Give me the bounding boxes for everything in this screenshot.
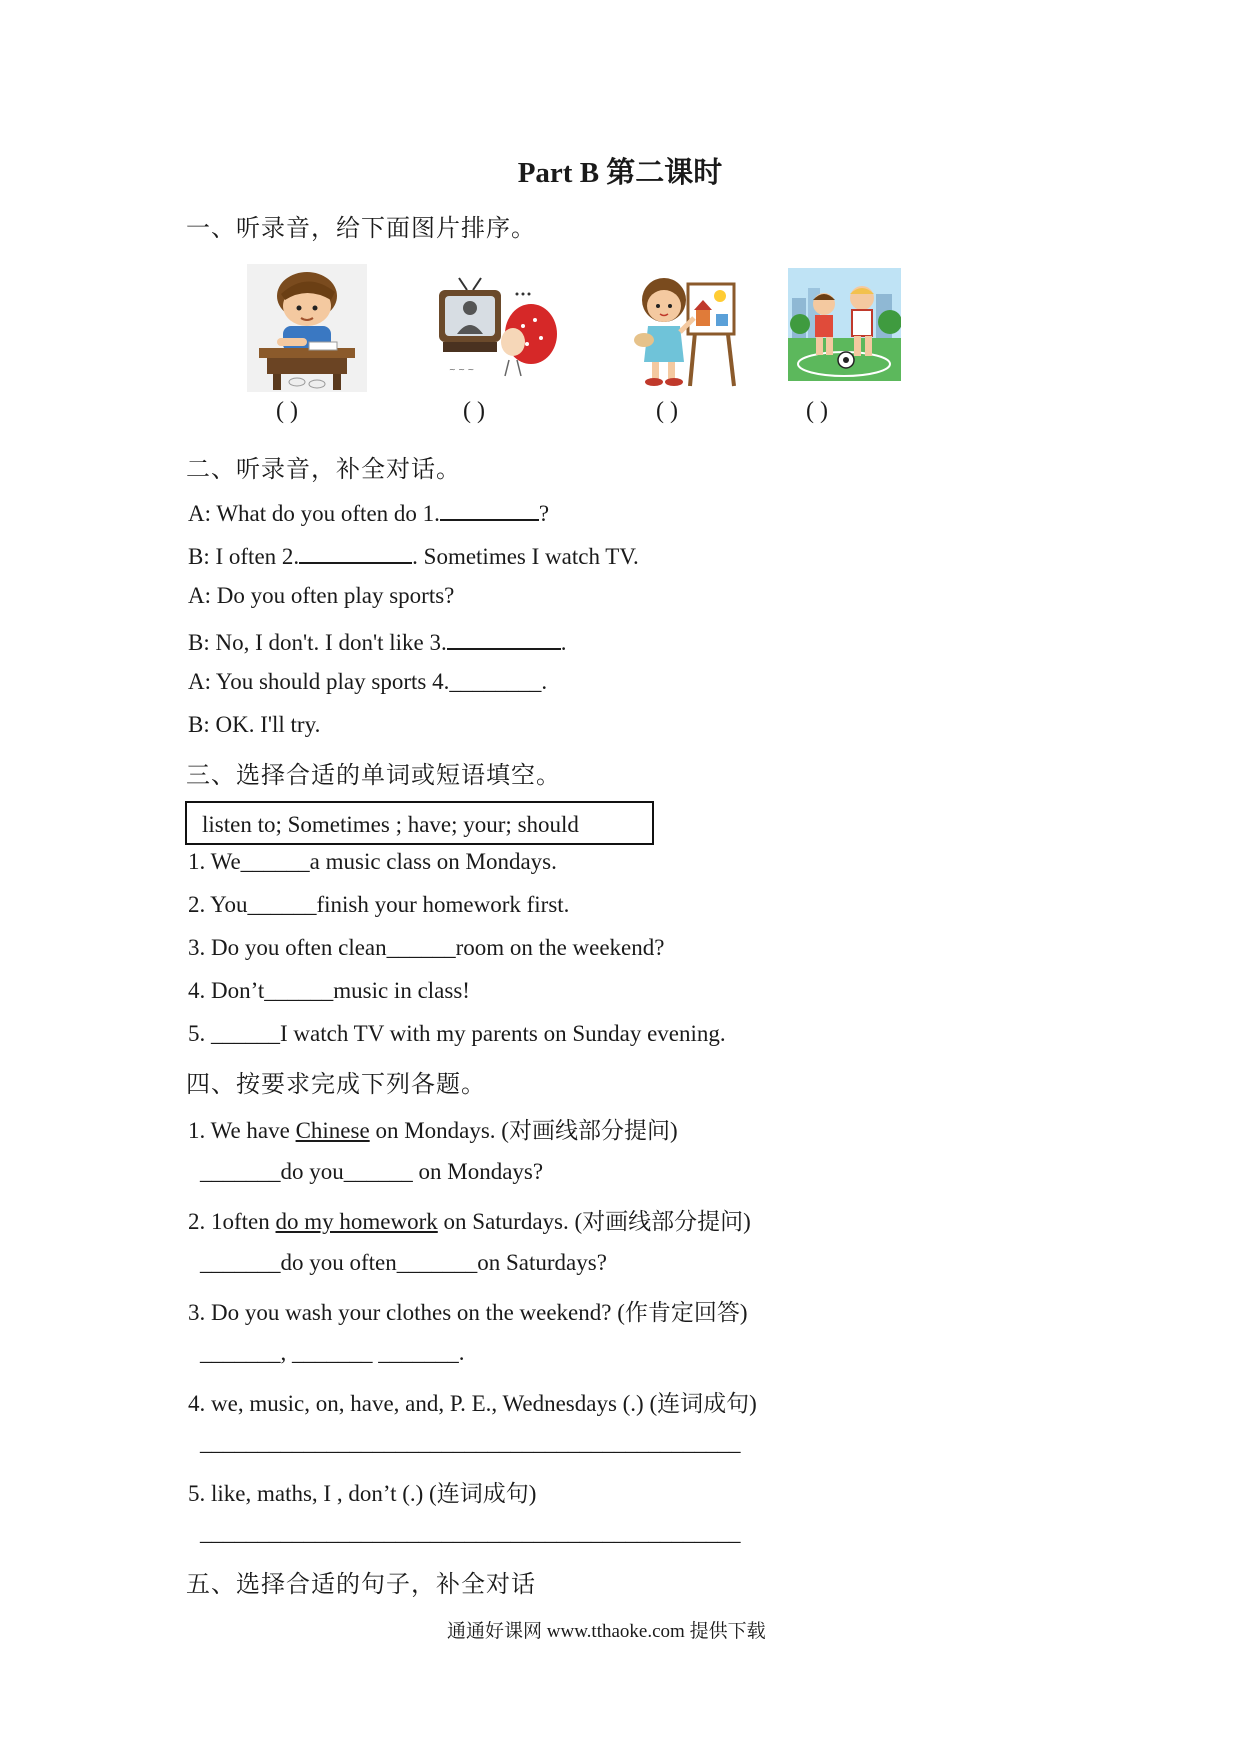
- task-question-2-start: 2. 1often: [188, 1209, 276, 1234]
- dialogue-line-4-end: .: [560, 630, 567, 655]
- fill-item-4: 4. Don’t______music in class!: [188, 978, 470, 1003]
- fill-item-3: 3. Do you often clean______room on the weekend?: [188, 935, 665, 960]
- svg-text:~ ~ ~: ~ ~ ~: [449, 365, 475, 374]
- task-question-2-underlined: do my homework: [275, 1209, 438, 1234]
- answer-paren-3: ( ): [656, 398, 678, 424]
- word-box: [185, 801, 654, 845]
- word-box-text: listen to; Sometimes ; have; your; should: [202, 812, 579, 837]
- fill-item-5: 5. ______I watch TV with my parents on Sunday evening.: [188, 1021, 726, 1046]
- dialogue-line-6: B: OK. I'll try.: [188, 712, 321, 737]
- dialogue-blank-2[interactable]: [299, 540, 412, 564]
- girl-watching-tv-picture: [437, 268, 563, 390]
- fill-item-2: 2. You______finish your homework first.: [188, 892, 570, 917]
- section-1-heading: 一、听录音，给下面图片排序。: [186, 216, 536, 242]
- task-question-1-end: on Mondays. (对画线部分提问): [369, 1118, 678, 1143]
- footer-text: 通通好课网 www.tthaoke.com 提供下载: [447, 1621, 766, 1642]
- task-answer-3[interactable]: _______, _______ _______.: [200, 1340, 465, 1365]
- section-4-heading: 四、按要求完成下列各题。: [186, 1072, 486, 1098]
- dialogue-blank-1[interactable]: [440, 497, 539, 521]
- answer-paren-1: ( ): [276, 398, 298, 424]
- dialogue-line-5: A: You should play sports 4.________.: [188, 669, 548, 694]
- boy-writing-at-desk-picture: [247, 264, 367, 392]
- task-answer-2[interactable]: _______do you often_______on Saturdays?: [200, 1250, 607, 1275]
- task-question-4: 4. we, music, on, have, and, P. E., Wednesdays (.) (连词成句): [188, 1391, 757, 1416]
- dialogue-line-2-end: . Sometimes I watch TV.: [412, 544, 639, 569]
- task-answer-1[interactable]: _______do you______ on Mondays?: [200, 1159, 544, 1184]
- task-question-1-start: 1. We have: [188, 1118, 296, 1143]
- page-title: Part B 第二课时: [517, 157, 723, 189]
- girl-painting-picture: [628, 270, 740, 388]
- fill-item-1: 1. We______a music class on Mondays.: [188, 849, 557, 874]
- dialogue-line-1-end: ?: [538, 501, 550, 526]
- task-question-1: [188, 1112, 678, 1145]
- task-question-2-end: on Saturdays. (对画线部分提问): [437, 1209, 751, 1234]
- dialogue-line-3: A: Do you often play sports?: [188, 583, 455, 608]
- section-5-heading: 五、选择合适的句子，补全对话: [186, 1572, 536, 1598]
- task-question-3: 3. Do you wash your clothes on the weekend? (作肯定回答): [188, 1300, 748, 1325]
- dialogue-blank-3[interactable]: [447, 626, 561, 650]
- dialogue-line-4-text: B: No, I don't. I don't like 3.: [188, 630, 447, 655]
- section-2-heading: 二、听录音，补全对话。: [186, 457, 461, 483]
- task-question-5: 5. like, maths, I , don’t (.) (连词成句): [188, 1481, 537, 1506]
- dialogue-line-2: [188, 540, 639, 570]
- task-question-1-underlined: Chinese: [295, 1118, 370, 1143]
- dialogue-line-4: [188, 626, 566, 656]
- dialogue-line-2-text: B: I often 2.: [188, 544, 300, 569]
- boys-playing-football-picture: [788, 268, 901, 381]
- dialogue-line-1: [188, 497, 549, 527]
- dialogue-line-1-text: A: What do you often do 1.: [188, 501, 440, 526]
- task-answer-4[interactable]: _______________________________________________: [200, 1430, 741, 1455]
- task-answer-5[interactable]: _______________________________________________: [200, 1520, 741, 1545]
- answer-paren-2: ( ): [463, 398, 485, 424]
- task-question-2: [188, 1203, 751, 1236]
- section-3-heading: 三、选择合适的单词或短语填空。: [186, 763, 561, 789]
- answer-paren-4: ( ): [806, 398, 828, 424]
